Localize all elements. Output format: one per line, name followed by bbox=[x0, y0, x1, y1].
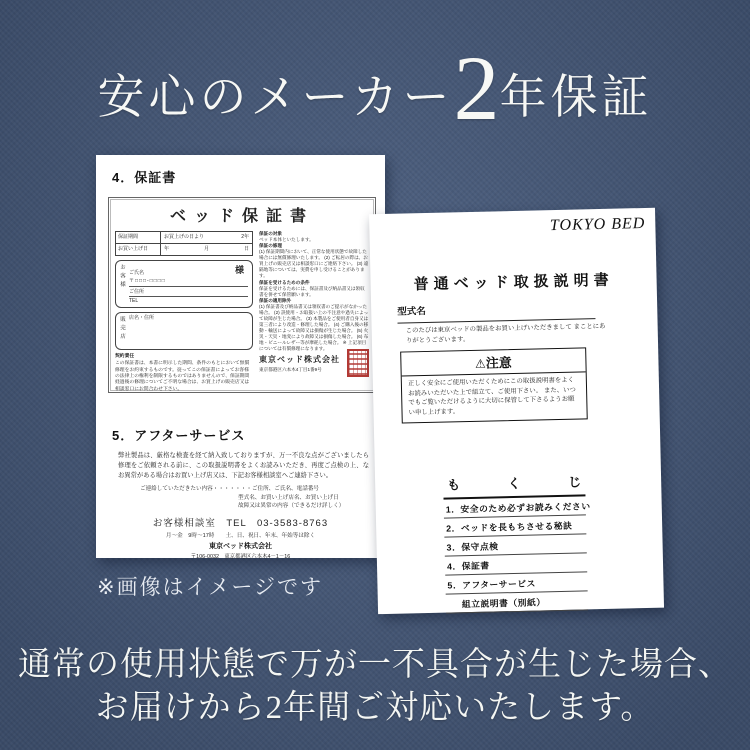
image-disclaimer: ※画像はイメージです bbox=[97, 576, 323, 599]
terms-section bbox=[259, 280, 369, 298]
table-of-contents bbox=[443, 471, 591, 613]
toc-item: 組立説明書（別紙） bbox=[446, 591, 588, 613]
warranty-document bbox=[96, 155, 385, 561]
issuer-company-name: 東京ベッド株式会社 bbox=[259, 355, 340, 365]
period-years: 2年 bbox=[241, 234, 249, 240]
manual-title: 普通ベッド取扱説明書 bbox=[413, 271, 614, 294]
customer-label: お客様 bbox=[119, 264, 125, 290]
warranty-form bbox=[115, 231, 253, 393]
purchase-day-label: 日 bbox=[243, 246, 249, 252]
manual-document bbox=[369, 208, 664, 614]
warranty-card-title: ベッド保証書 bbox=[169, 208, 314, 225]
warranty-section-heading: 4．保証書 bbox=[112, 170, 177, 185]
bottom-copy bbox=[0, 644, 750, 730]
warranty-card bbox=[108, 197, 376, 393]
terms-body-1: ベッド本体といたします。 bbox=[259, 237, 314, 243]
terms-section bbox=[259, 298, 369, 353]
terms-body-3: 保証を受けるためには、保証書及び納品書又は領収書を併せて保管願います。 bbox=[259, 285, 365, 297]
terms-body-2: (1) 保証期間内において、正常な使用状態で故障した場合には無償修理いたします。 (2) ご転居の際は、お買上げの販売店又は相談窓口にご連絡下さい。 (3) 遠隔地等については、実費を申し受けることがあります。 bbox=[259, 249, 369, 279]
toc-title-char: も bbox=[447, 477, 461, 493]
terms-heading-1: 保証の対象 bbox=[259, 231, 282, 236]
address-label: ご住所 bbox=[129, 287, 248, 297]
model-name-field bbox=[397, 297, 595, 323]
terms-body-4: (1) 保証書及び納品書又は領収書のご提示がなかった場合。 (2) 誤使用・お取扱い上の不注意や過失によって故障が生じた場合。 (3) 本製品をご使用者自身又は第三者により改造・修理した場合。 (4) ご購入後の移動・輸送によって故障又は損傷が生じた場合。 (5) 火災・天災・地変により故障又は損傷した場合。 (6) 布地・ビニールレザー等が摩耗した場合。 ※ 上記項目については有償修理になります。 bbox=[259, 303, 369, 352]
terms-heading-2: 保証の修理 bbox=[259, 243, 282, 249]
headline-suffix: 年保証 bbox=[499, 72, 653, 124]
liability-heading: 契約責任 bbox=[115, 354, 135, 359]
terms-section bbox=[259, 243, 369, 279]
dealer-field-label: 店名・住所 bbox=[129, 315, 155, 321]
after-service-paragraph: 弊社製品は、厳格な検査を経て納入致しておりますが、万一不良な点がございましたら修理をご依頼される前に、この取扱説明書をよくお読みいただき、再度ご点検の上、なお異常がある場合はお買い上げ店又は、下記お客様相談室へご連絡下さい。 bbox=[118, 452, 369, 479]
name-honorific: 様 bbox=[234, 265, 244, 275]
contact-info bbox=[140, 485, 385, 510]
name-label: ご氏名 bbox=[129, 270, 145, 276]
toc-item: 5．アフターサービス bbox=[445, 572, 587, 594]
hanko-quality-stamp-icon bbox=[347, 349, 369, 377]
toc-item: 2．ベッドを長もちさせる秘訣 bbox=[444, 515, 586, 537]
period-label: 保証期間 bbox=[116, 232, 161, 243]
terms-heading-4: 保証の適用除外 bbox=[259, 297, 292, 303]
tel-label: TEL bbox=[129, 298, 139, 304]
dealer-box bbox=[115, 312, 253, 350]
manual-intro: このたびは東京ベッドの製品をお買い上げいただきまして まことにありがとうございます。 bbox=[405, 322, 606, 345]
brand-logo: TOKYO BED bbox=[549, 214, 646, 235]
warranty-period-table bbox=[115, 231, 253, 256]
warning-triangle-icon: ⚠ bbox=[474, 356, 486, 371]
warranty-terms bbox=[259, 231, 369, 393]
toc-title-char: じ bbox=[567, 474, 582, 490]
toc-item: 4．保証書 bbox=[445, 553, 587, 575]
customer-service-hours: 月～金 9時～17時 土、日、祝日、年末、年始等は除く bbox=[165, 533, 316, 540]
terms-section bbox=[259, 231, 369, 243]
postal-code-field: 〒□□□-□□□□ bbox=[129, 277, 248, 287]
headline bbox=[0, 37, 750, 139]
bottom-copy-line1: 通常の使用状態で万が一不具合が生じた場合、 bbox=[18, 647, 732, 683]
issuer-block bbox=[259, 355, 369, 373]
toc-item: 1．安全のため必ずお読みください bbox=[444, 496, 586, 518]
purchase-month-label: 月 bbox=[203, 246, 209, 252]
liability-note bbox=[115, 354, 253, 393]
customer-service-phone: お客様相談室 TEL 03-3583-8763 bbox=[152, 518, 329, 530]
contact-line-1: ご連絡していただきたい内容・・・・・・・ご住所、ご氏名、電話番号 bbox=[140, 486, 320, 493]
contact-line-2: 型式名、お買い上げ店名、お買い上げ日 bbox=[238, 494, 339, 501]
contact-line-3: 故障又は異常の内容（できるだけ詳しく） bbox=[238, 503, 345, 510]
footer-company-address: 〒106-0032 東京都港区六本木4－1－16 bbox=[190, 554, 291, 561]
customer-box bbox=[115, 260, 253, 308]
footer-company-name: 東京ベッド株式会社 bbox=[209, 543, 272, 551]
purchase-date-label: お買い上げ日 bbox=[116, 244, 161, 255]
terms-heading-3: 保証を受けるための条件 bbox=[259, 279, 310, 285]
liability-text: この保証書は、本書に明示した期間、条件のもとにおいて無償修理をお約束するものです。従ってこの保証書によってお客様の法律上の権利を制限するものではありませんので、保証期間経過後の修理についてご不明な場合は、お買上げの販売店又は相談窓口にお問合わせ下さい。 bbox=[115, 361, 250, 392]
caution-title-text: 注意 bbox=[485, 355, 512, 371]
caution-box bbox=[400, 347, 588, 424]
headline-big-number: 2 bbox=[453, 37, 500, 139]
toc-title-char: く bbox=[507, 475, 521, 492]
after-service-heading: 5．アフターサービス bbox=[112, 428, 246, 443]
model-name-label: 型式名 bbox=[397, 305, 426, 318]
headline-prefix: 安心のメーカー bbox=[97, 72, 454, 124]
issuer-company-address: 東京都港区六本木4丁目1番9号 bbox=[259, 366, 322, 372]
caution-body: 正しく安全にご使用いただくためにこの取扱説明書をよくお読みいただいた上で組立て、ご使用下さい。 また、いつでもご覧いただけるように大切に保管して下さるようお願い申し上げます。 bbox=[407, 376, 576, 417]
period-value: お買上げの日より bbox=[164, 234, 205, 240]
after-service-section bbox=[96, 413, 385, 560]
dealer-label: 販売店 bbox=[119, 316, 125, 342]
toc-title bbox=[443, 471, 586, 499]
bottom-copy-line2: お届けから2年間ご対応いたします。 bbox=[95, 689, 655, 726]
toc-item: 3．保守点検 bbox=[444, 534, 586, 556]
purchase-year-label: 年 bbox=[164, 246, 170, 252]
